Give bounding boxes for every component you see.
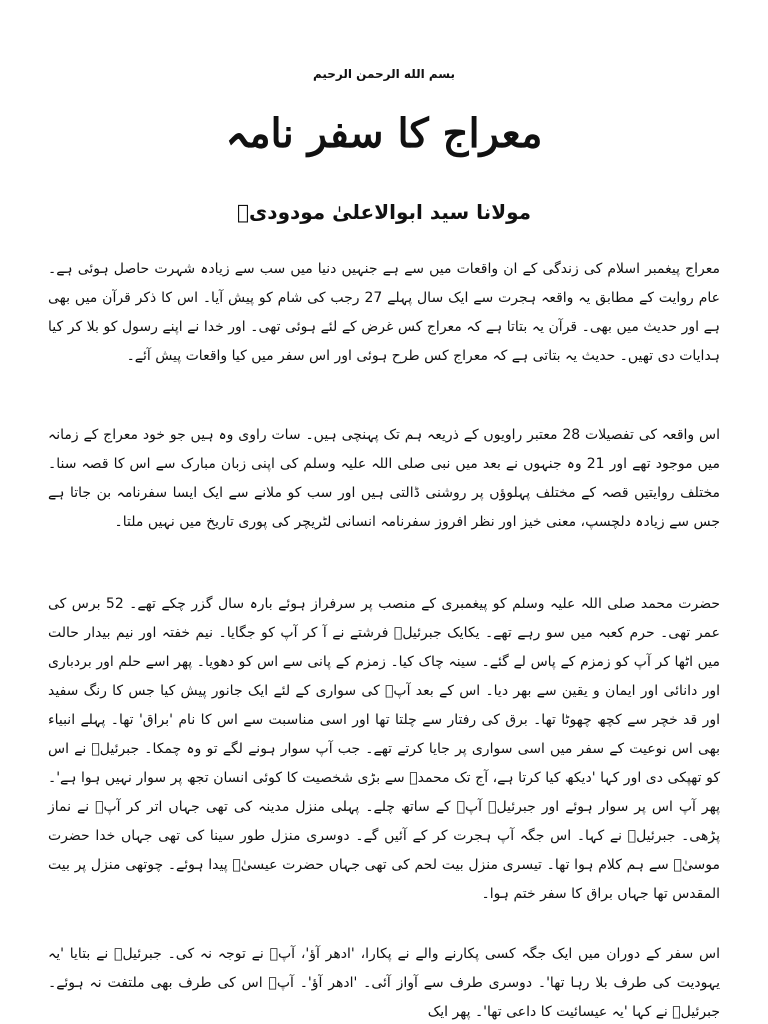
bismillah-heading: بسم الله الرحمن الرحیم bbox=[312, 67, 456, 81]
paragraph-3: حضرت محمد صلی اللہ علیہ وسلم کو پیغمبری کے منصب پر سرفراز ہوئے بارہ سال گزر چکے تھے۔ 52 برس کی عمر تھی۔ حرم کعبہ میں سو رہے تھے۔ یکایک جبرئیلؑ فرشتے نے آ کر آپ کو جگایا۔ نیم خفتہ اور نیم بیدار حالت میں اٹھا کر آپ کو زمزم کے پاس لے گئے۔ سینہ چاک کیا۔ زمزم کے پانی سے اس کو دھویا۔ پھر اسے حلم اور بردباری اور دانائی اور ایمان و یقین سے بھر دیا۔ اس کے بعد آپؐ کی سواری کے لئے ایک جانور پیش کیا جس کا رنگ سفید اور قد خچر سے کچھ چھوٹا تھا۔ برق کی رفتار سے چلتا تھا اور اسی مناسبت سے اس کا نام 'براق' تھا۔ پہلے انبیاء بھی اس نوعیت کے سفر میں اسی سواری پر جایا کرتے تھے۔ جب آپ سوار ہونے لگے تو وہ چمکا۔ جبرئیلؑ نے اس کو تھپکی دی اور کہا 'دیکھ کیا کرتا ہے، آج تک محمدؐ سے بڑی شخصیت کا کوئی انسان تجھ پر سوار نہیں ہوا ہے'۔ پھر آپ اس پر سوار ہوئے اور جبرئیلؑ آپؐ کے ساتھ چلے۔ پہلی منزل مدینہ کی تھی جہاں اتر کر آپؐ نے نماز پڑھی۔ جبرئیلؑ نے کہا۔ اس جگہ آپ ہجرت کر کے آئیں گے۔ دوسری منزل طور سینا کی تھی جہاں خدا حضرت موسیٰؑ سے ہم کلام ہوا تھا۔ تیسری منزل بیت لحم کی تھی جہاں حضرت عیسیٰؑ پیدا ہوئے۔ چوتھی منزل پر بیت المقدس تھا جہاں براق کا سفر ختم ہوا۔ bbox=[48, 596, 721, 902]
page-title: معراج کا سفر نامہ bbox=[225, 110, 543, 157]
paragraph-2: اس واقعہ کی تفصیلات 28 معتبر راویوں کے ذریعہ ہم تک پہنچی ہیں۔ سات راوی وہ ہیں جو خود معراج کے زمانہ میں موجود تھے اور 21 وہ جنہوں نے بعد میں نبی صلی اللہ علیہ وسلم کی اپنی زبان مبارک سے اس کا قصہ سنا۔ مختلف روایتیں قصہ کے مختلف پہلوؤں پر روشنی ڈالتی ہیں اور سب کو ملانے سے ایک ایسا سفرنامہ بن جاتا ہے جس سے زیادہ دلچسپ، معنی خیز اور نظر افروز سفرنامہ انسانی لٹریچر کی پوری تاریخ میں نہیں ملتا۔ bbox=[48, 427, 721, 530]
author-name: مولانا سید ابوالاعلیٰ مودودیؒ bbox=[236, 200, 532, 224]
paragraph-4: اس سفر کے دوران میں ایک جگہ کسی پکارنے والے نے پکارا، 'ادھر آؤ'، آپؐ نے توجہ نہ کی۔ جبرئیلؑ نے بتایا 'یہ یہودیت کی طرف بلا رہا تھا'۔ دوسری طرف سے آواز آئی۔ 'ادھر آؤ'۔ آپؐ اس کی طرف بھی ملتفت نہ ہوئے۔ جبرئیلؑ نے کہا 'یہ عیسائیت کا داعی تھا'۔ پھر ایک bbox=[48, 946, 720, 1020]
paragraph-1: معراج پیغمبر اسلام کی زندگی کے ان واقعات میں سے ہے جنہیں دنیا میں سب سے زیادہ شہرت حاصل ہوئی ہے۔ عام روایت کے مطابق یہ واقعہ ہجرت سے ایک سال پہلے 27 رجب کی شام کو پیش آیا۔ اس کا ذکر قرآن میں بھی ہے اور حدیث میں بھی۔ قرآن یہ بتاتا ہے کہ معراج کس غرض کے لئے ہوئی تھی۔ اور خدا نے اپنے رسول کو بلا کر کیا ہدایات دی تھیں۔ حدیث یہ بتاتی ہے کہ معراج کس طرح ہوئی اور اس سفر میں کیا واقعات پیش آئے۔ bbox=[48, 261, 720, 364]
